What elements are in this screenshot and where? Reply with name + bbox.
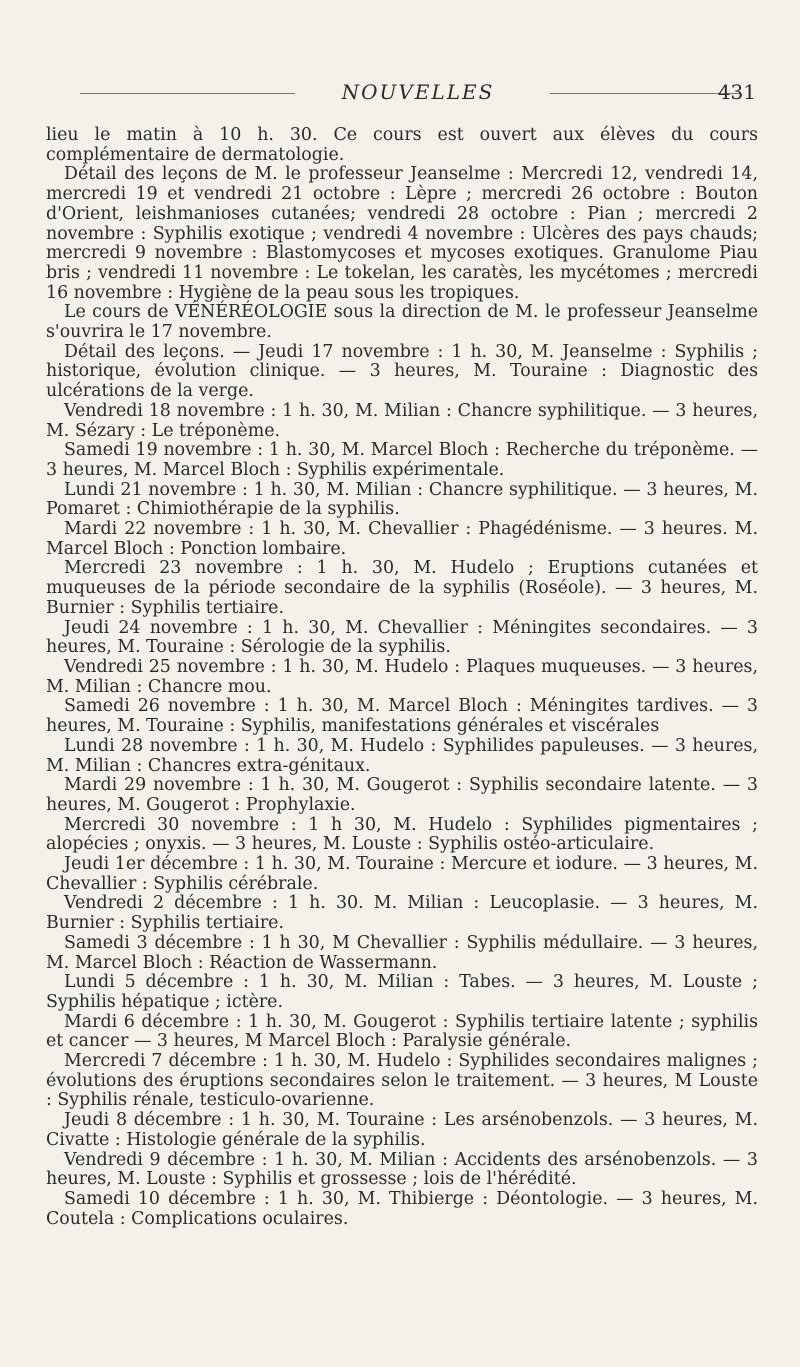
paragraph: Vendredi 9 décembre : 1 h. 30, M. Milian : Accidents des arsénobenzols. — 3 heures, M. Louste : Syphilis et grossesse ; lois de l'hérédité. bbox=[46, 1149, 758, 1190]
paragraph: Lundi 5 décembre : 1 h. 30, M. Milian : Tabes. — 3 heures, M. Louste ; Syphilis hépatique ; ictère. bbox=[46, 972, 758, 1012]
paragraph: Samedi 19 novembre : 1 h. 30, M. Marcel Bloch : Recherche du tréponème. — 3 heures, M. Marcel Bloch : Syphilis expérimentale. bbox=[46, 440, 758, 480]
paragraph: Mardi 29 novembre : 1 h. 30, M. Gougerot : Syphilis secondaire latente. — 3 heures, M. Gougerot : Prophylaxie. bbox=[46, 775, 758, 815]
paragraph: Vendredi 2 décembre : 1 h. 30. M. Milian : Leucoplasie. — 3 heures, M. Burnier : Syphilis tertiaire. bbox=[46, 893, 758, 934]
paragraph: Samedi 26 novembre : 1 h. 30, M. Marcel Bloch : Méningites tardives. — 3 heures, M. Touraine : Syphilis, manifestations générales et viscérales bbox=[46, 696, 758, 737]
paragraph: Mercredi 23 novembre : 1 h. 30, M. Hudelo ; Eruptions cutanées et muqueuses de la période secondaire de la syphilis (Roséole). — 3 heures, M. Burnier : Syphilis tertiaire. bbox=[46, 558, 758, 618]
paragraph: Détail des leçons. — Jeudi 17 novembre : 1 h. 30, M. Jeanselme : Syphilis ; historique, évolution clinique. — 3 heures, M. Touraine : Diagnostic des ulcérations de la verge. bbox=[46, 341, 758, 402]
paragraph: Détail des leçons de M. le professeur Jeanselme : Mercredi 12, vendredi 14, mercredi 19 et vendredi 21 octobre : Lèpre ; mercredi 26 octobre : Bouton d'Orient, leishmanioses cutanées; vendredi 28 octobre : Pian ; mercredi 2 novembre : Syphilis exotique ; vendredi 4 novembre : Ulcères des pays chauds; mercredi 9 novembre : Blastomycoses et mycoses exotiques. Granulome Piau bris ; vendredi 11 novembre : Le tokelan, les caratès, les mycétomes ; mercredi 16 novembre : Hygiène de la peau sous les tropiques. bbox=[46, 164, 758, 303]
paragraph: Samedi 10 décembre : 1 h. 30, M. Thibierge : Déontologie. — 3 heures, M. Coutela : Complications oculaires. bbox=[46, 1188, 758, 1229]
running-title: NOUVELLES bbox=[341, 80, 495, 104]
paragraph: Vendredi 18 novembre : 1 h. 30, M. Milian : Chancre syphilitique. — 3 heures, M. Sézary : Le tréponème. bbox=[46, 400, 758, 441]
page-number: 431 bbox=[717, 80, 756, 104]
paragraph: Mardi 6 décembre : 1 h. 30, M. Gougerot : Syphilis tertiaire latente ; syphilis et cancer — 3 heures, M Marcel Bloch : Paralysie générale. bbox=[46, 1011, 758, 1052]
paragraph: lieu le matin à 10 h. 30. Ce cours est ouvert aux élèves du cours complémentaire de dermatologie. bbox=[46, 125, 758, 165]
paragraph: Lundi 28 novembre : 1 h. 30, M. Hudelo : Syphilides papuleuses. — 3 heures, M. Milian : Chancres extra-génitaux. bbox=[46, 735, 758, 776]
paragraph: Mercredi 30 novembre : 1 h 30, M. Hudelo : Syphilides pigmentaires ; alopécies ; onyxis. — 3 heures, M. Louste : Syphilis ostéo-articulaire. bbox=[46, 814, 758, 855]
paragraph: Jeudi 8 décembre : 1 h. 30, M. Touraine : Les arsénobenzols. — 3 heures, M. Civatte : Histologie générale de la syphilis. bbox=[46, 1110, 758, 1150]
header-rule-right bbox=[550, 93, 740, 94]
paragraph: Jeudi 1er décembre : 1 h. 30, M. Touraine : Mercure et iodure. — 3 heures, M. Chevallier : Syphilis cérébrale. bbox=[46, 854, 758, 894]
paragraph: Lundi 21 novembre : 1 h. 30, M. Milian : Chancre syphilitique. — 3 heures, M. Pomaret : Chimiothérapie de la syphilis. bbox=[46, 479, 758, 520]
paragraph: Mercredi 7 décembre : 1 h. 30, M. Hudelo : Syphilides secondaires malignes ; évolutions des éruptions secondaires selon le traitement. — 3 heures, M Louste : Syphilis rénale, testiculo-ovarienne. bbox=[46, 1051, 758, 1111]
text-body bbox=[46, 126, 758, 1229]
paragraph: Samedi 3 décembre : 1 h 30, M Chevallier : Syphilis médullaire. — 3 heures, M. Marcel Bloch : Réaction de Wassermann. bbox=[46, 932, 758, 973]
paragraph: Vendredi 25 novembre : 1 h. 30, M. Hudelo : Plaques muqueuses. — 3 heures, M. Milian : Chancre mou. bbox=[46, 656, 758, 697]
paragraph: Le cours de VÉNÉRÉOLOGIE sous la direction de M. le professeur Jeanselme s'ouvrira le 17 novembre. bbox=[46, 302, 758, 343]
paragraph: Mardi 22 novembre : 1 h. 30, M. Chevallier : Phagédénisme. — 3 heures. M. Marcel Bloch : Ponction lombaire. bbox=[46, 519, 758, 559]
paragraph: Jeudi 24 novembre : 1 h. 30, M. Chevallier : Méningites secondaires. — 3 heures, M. Touraine : Sérologie de la syphilis. bbox=[46, 617, 758, 658]
running-header bbox=[80, 80, 756, 106]
